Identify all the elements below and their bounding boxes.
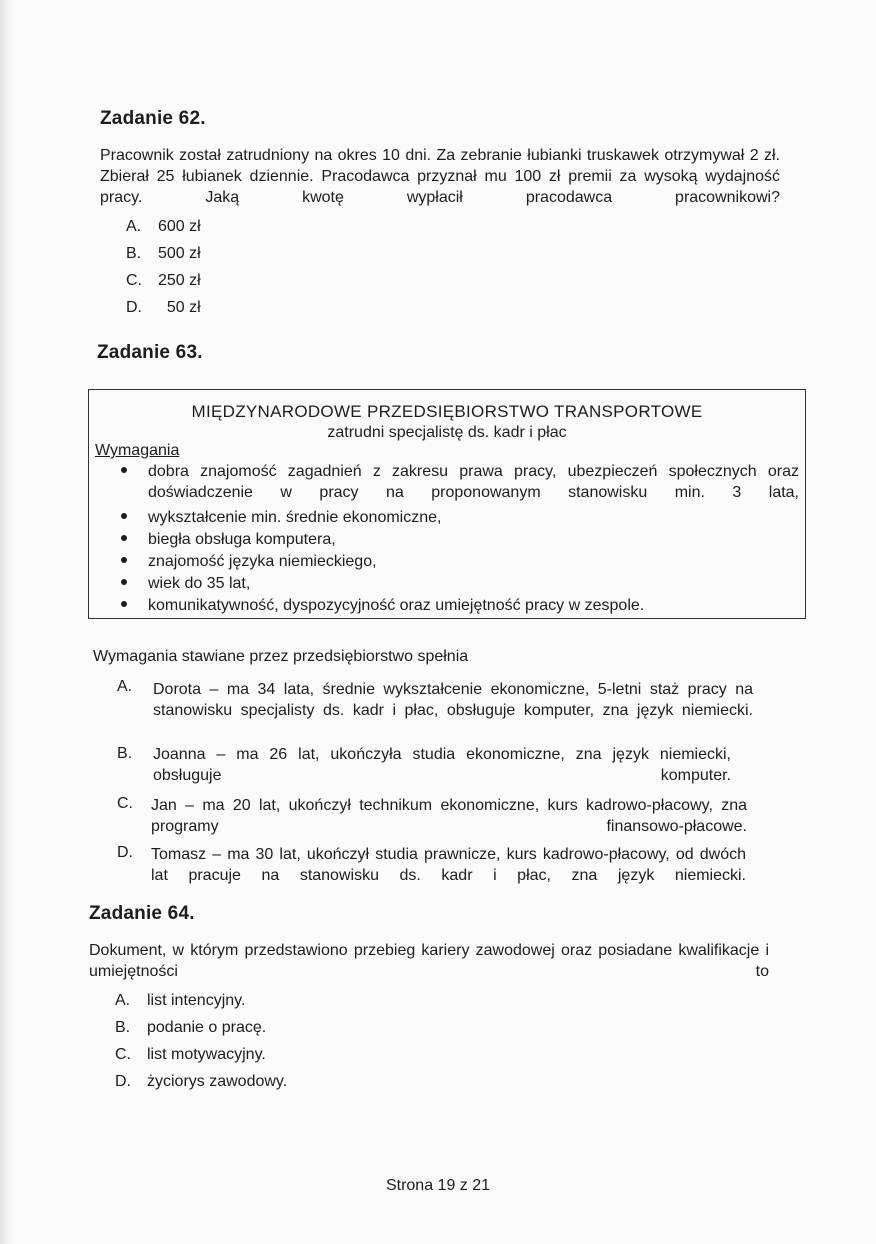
task-64-option-c[interactable] [115, 1044, 266, 1065]
option-letter: B. [115, 1019, 131, 1036]
bullet-icon [121, 557, 127, 563]
task-63-option-c-letter: C. [117, 795, 133, 812]
requirements-label: Wymagania [95, 442, 180, 459]
task-64-heading: Zadanie 64. [89, 903, 195, 924]
option-letter: D. [126, 299, 142, 316]
task-63-option-a-letter: A. [117, 678, 133, 695]
job-ad-subtitle: zatrudni specjalistę ds. kadr i płac [327, 424, 567, 441]
task-62-heading: Zadanie 62. [100, 108, 206, 129]
option-text: list intencyjny. [147, 992, 246, 1009]
job-ad-title: MIĘDZYNARODOWE PRZEDSIĘBIORSTWO TRANSPORTOWE [191, 402, 703, 421]
bullet-icon [121, 601, 127, 607]
option-letter: A. [115, 992, 131, 1009]
task-64-option-a[interactable] [115, 990, 245, 1011]
task-63-option-b-letter: B. [117, 745, 133, 762]
task-63-option-d-letter: D. [117, 844, 133, 861]
option-text: życiorys zawodowy. [147, 1073, 288, 1090]
option-letter: A. [126, 218, 142, 235]
bullet-icon [121, 535, 127, 541]
option-text: 250 zł [158, 272, 201, 289]
task-63-heading: Zadanie 63. [97, 342, 203, 363]
task-63-option-b[interactable]: Joanna – ma 26 lat, ukończyła studia ekonomiczne, zna język niemiecki, obsługuje komputer. [153, 746, 731, 784]
option-letter: B. [126, 245, 142, 262]
option-letter: D. [115, 1073, 131, 1090]
option-letter: C. [126, 272, 142, 289]
requirement-item: znajomość języka niemieckiego, [148, 553, 377, 570]
requirement-item: komunikatywność, dyspozycyjność oraz umiejętność pracy w zespole. [148, 597, 645, 614]
bullet-icon [121, 579, 127, 585]
task-63-option-a[interactable]: Dorota – ma 34 lata, średnie wykształcenie ekonomiczne, 5-letni staż pracy na stanowisku specjalisty ds. kadr i płac, obsługuje komputer, zna język niemiecki. [153, 681, 753, 719]
option-text: 600 zł [158, 218, 201, 235]
bullet-icon [121, 467, 127, 473]
option-text: podanie o pracę. [147, 1019, 267, 1036]
task-62-option-c[interactable] [126, 270, 201, 291]
task-62-option-b[interactable] [126, 243, 201, 264]
option-text: 50 zł [158, 299, 201, 316]
requirement-item: dobra znajomość zagadnień z zakresu prawa pracy, ubezpieczeń społecznych oraz doświadczenie w pracy na proponowanym stanowisku min. 3 lata, [148, 463, 799, 501]
task-63-option-c[interactable]: Jan – ma 20 lat, ukończył technikum ekonomiczne, kurs kadrowo-płacowy, zna programy finansowo-płacowe. [151, 797, 747, 835]
requirement-item: wiek do 35 lat, [148, 575, 251, 592]
task-63-option-d[interactable]: Tomasz – ma 30 lat, ukończył studia prawnicze, kurs kadrowo-płacowy, od dwóch lat pracuje na stanowisku ds. kadr i płac, zna język niemiecki. [151, 846, 746, 884]
task-62-option-d[interactable] [126, 297, 201, 318]
option-text: list motywacyjny. [147, 1046, 266, 1063]
requirement-item: biegła obsługa komputera, [148, 531, 336, 548]
task-63-question: Wymagania stawiane przez przedsiębiorstwo spełnia [93, 648, 469, 665]
option-letter: C. [115, 1046, 131, 1063]
task-62-question: Pracownik został zatrudniony na okres 10 dni. Za zebranie łubianki truskawek otrzymywał 2 zł. Zbierał 25 łubianek dziennie. Pracodawca przyznał mu 100 zł premii za wysoką wydajność pracy. Jaką kwotę wypłacił pracodawca pracownikowi? [100, 147, 780, 206]
requirement-item: wykształcenie min. średnie ekonomiczne, [148, 509, 442, 526]
task-64-question: Dokument, w którym przedstawiono przebieg kariery zawodowej oraz posiadane kwalifikacje i umiejętności to [89, 942, 769, 980]
task-64-option-d[interactable] [115, 1071, 287, 1092]
task-64-option-b[interactable] [115, 1017, 266, 1038]
bullet-icon [121, 513, 127, 519]
task-62-option-a[interactable] [126, 216, 201, 237]
page-number: Strona 19 z 21 [385, 1177, 491, 1194]
option-text: 500 zł [158, 245, 201, 262]
scan-edge-shadow [0, 0, 14, 1244]
